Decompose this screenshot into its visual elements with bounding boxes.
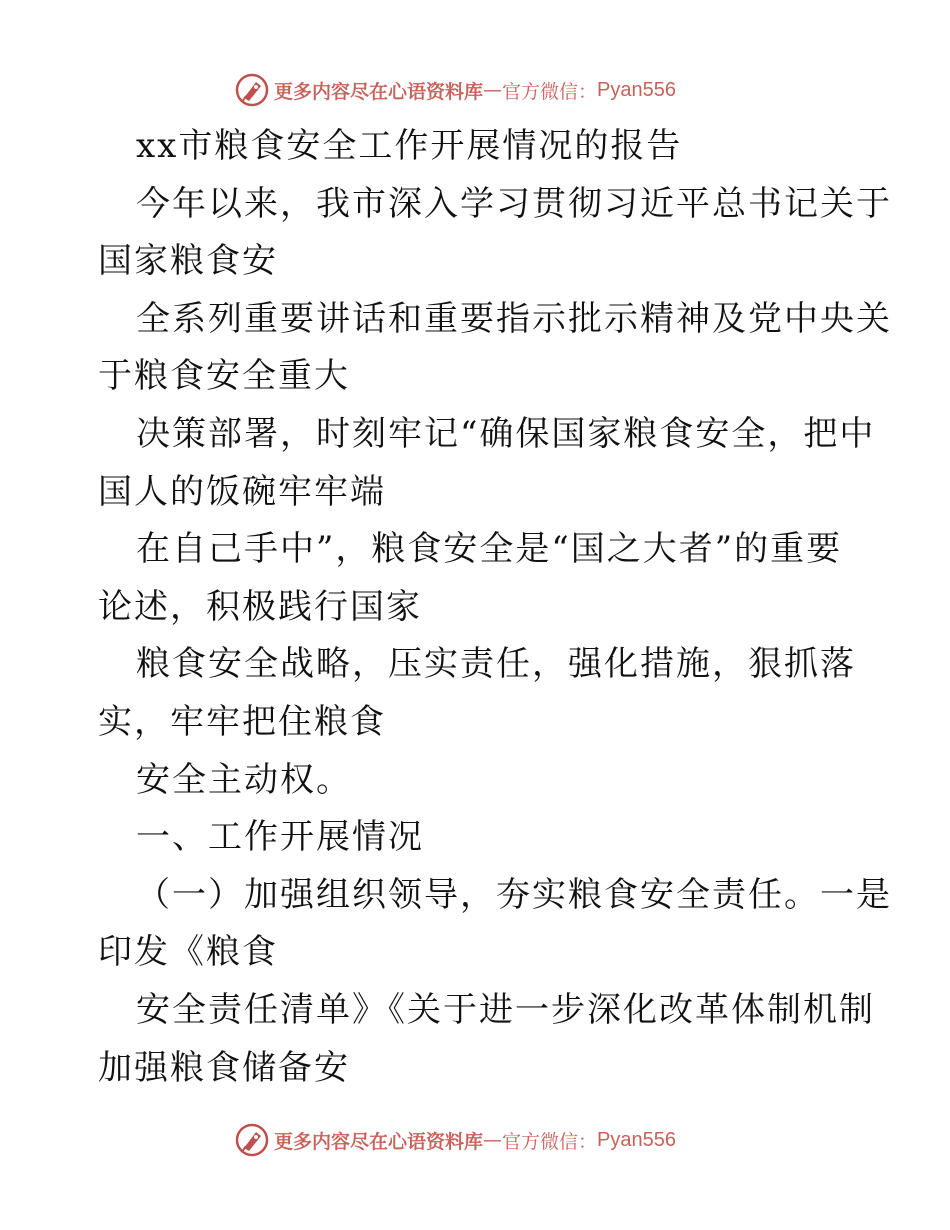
pen-nib-logo-icon	[234, 1122, 270, 1158]
section-heading: 一、工作开展情况	[136, 817, 424, 858]
banner-separator: —	[483, 1129, 503, 1151]
text-line: 论述，积极践行国家	[98, 586, 422, 627]
text-line: 印发《粮食	[98, 932, 278, 973]
banner-wechat-id: Pyan556	[597, 1128, 676, 1151]
text-line: 实，牢牢把住粮食	[98, 701, 386, 742]
banner-title: 更多内容尽在心语资料库	[274, 1130, 484, 1153]
text-line: 安全主动权。	[136, 759, 352, 800]
document-title: xx市粮食安全工作开展情况的报告	[136, 126, 683, 166]
banner-wechat-label: 官方微信：	[502, 80, 598, 103]
header-banner	[234, 70, 676, 110]
banner-title: 更多内容尽在心语资料库	[274, 80, 484, 103]
text-line: 国人的饭碗牢牢端	[98, 471, 386, 512]
text-line: 决策部署，时刻牢记“确保国家粮食安全，把中	[136, 413, 876, 454]
document-body	[98, 118, 892, 1097]
text-line: 全系列重要讲话和重要指示批示精神及党中央关	[136, 298, 892, 339]
text-line: 于粮食安全重大	[98, 356, 350, 397]
banner-wechat-label: 官方微信：	[502, 1130, 598, 1153]
text-line: 粮食安全战略，压实责任，强化措施，狠抓落	[136, 644, 856, 685]
footer-banner	[234, 1120, 676, 1160]
pen-nib-logo-icon	[234, 72, 270, 108]
text-line: （一）加强组织领导，夯实粮食安全责任。一是	[136, 874, 892, 915]
text-line: 加强粮食储备安	[98, 1047, 350, 1088]
banner-wechat-id: Pyan556	[597, 78, 676, 101]
text-line: 在自己手中”，粮食安全是“国之大者”的重要	[136, 529, 843, 570]
text-line: 今年以来，我市深入学习贯彻习近平总书记关于	[136, 183, 892, 224]
text-line: 国家粮食安	[98, 241, 278, 282]
text-line: 安全责任清单》《关于进一步深化改革体制机制	[136, 989, 875, 1030]
banner-separator: —	[483, 79, 503, 101]
